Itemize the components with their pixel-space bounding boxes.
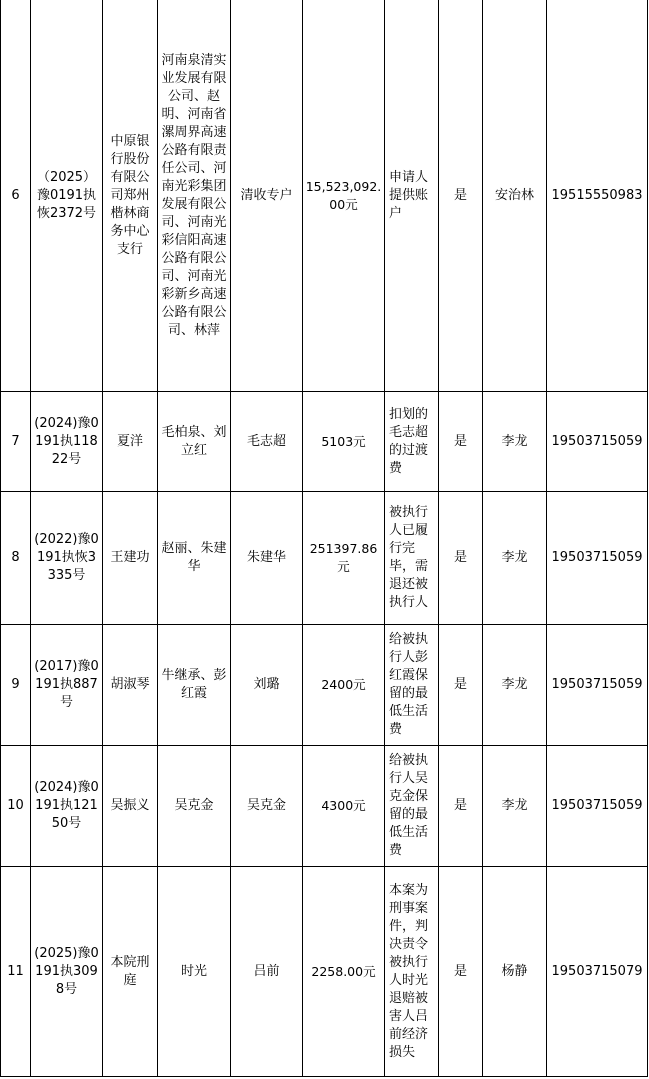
case-number: (2024)豫0191执11822号	[31, 392, 103, 492]
case-number: (2025)豫0191执3098号	[31, 867, 103, 1077]
amount: 4300元	[303, 746, 385, 867]
payee: 吕前	[231, 867, 303, 1077]
table-row	[1, 746, 648, 867]
row-index: 6	[1, 0, 31, 392]
row-index: 7	[1, 392, 31, 492]
judge: 杨静	[483, 867, 547, 1077]
row-index: 9	[1, 625, 31, 746]
flag: 是	[439, 0, 483, 392]
row-index: 10	[1, 746, 31, 867]
phone: 19503715059	[547, 392, 648, 492]
applicant: 夏洋	[103, 392, 158, 492]
payee: 吴克金	[231, 746, 303, 867]
applicant: 中原银行股份有限公司郑州楷林商务中心支行	[103, 0, 158, 392]
table-row	[1, 392, 648, 492]
amount: 5103元	[303, 392, 385, 492]
flag: 是	[439, 492, 483, 625]
amount: 2400元	[303, 625, 385, 746]
flag: 是	[439, 392, 483, 492]
note: 给被执行人吴克金保留的最低生活费	[385, 746, 439, 867]
case-number: （2025）豫0191执恢2372号	[31, 0, 103, 392]
judge: 李龙	[483, 392, 547, 492]
note: 扣划的毛志超的过渡费	[385, 392, 439, 492]
note: 给被执行人彭红霞保留的最低生活费	[385, 625, 439, 746]
payee: 清收专户	[231, 0, 303, 392]
applicant: 王建功	[103, 492, 158, 625]
table-row	[1, 492, 648, 625]
applicant: 胡淑琴	[103, 625, 158, 746]
judge: 李龙	[483, 492, 547, 625]
phone: 19503715059	[547, 625, 648, 746]
payee: 刘璐	[231, 625, 303, 746]
payee: 朱建华	[231, 492, 303, 625]
flag: 是	[439, 625, 483, 746]
respondent: 吴克金	[158, 746, 231, 867]
respondent: 河南泉清实业发展有限公司、赵明、河南省漯周界高速公路有限责任公司、河南光彩集团发展有限公司、河南光彩信阳高速公路有限公司、河南光彩新乡高速公路有限公司、林萍	[158, 0, 231, 392]
flag: 是	[439, 746, 483, 867]
row-index: 8	[1, 492, 31, 625]
table-row	[1, 867, 648, 1077]
respondent: 时光	[158, 867, 231, 1077]
note: 申请人提供账户	[385, 0, 439, 392]
case-number: (2017)豫0191执887号	[31, 625, 103, 746]
amount: 251397.86元	[303, 492, 385, 625]
case-number: (2022)豫0191执恢3335号	[31, 492, 103, 625]
payee: 毛志超	[231, 392, 303, 492]
flag: 是	[439, 867, 483, 1077]
table-row	[1, 0, 648, 392]
row-index: 11	[1, 867, 31, 1077]
phone: 19515550983	[547, 0, 648, 392]
applicant: 本院刑庭	[103, 867, 158, 1077]
phone: 19503715059	[547, 746, 648, 867]
table-row	[1, 625, 648, 746]
note: 本案为刑事案件，判决责令被执行人时光退赔被害人吕前经济损失	[385, 867, 439, 1077]
applicant: 吴振义	[103, 746, 158, 867]
judge: 安治林	[483, 0, 547, 392]
judge: 李龙	[483, 625, 547, 746]
amount: 15,523,092.00元	[303, 0, 385, 392]
phone: 19503715059	[547, 492, 648, 625]
note: 被执行人已履行完毕，需退还被执行人	[385, 492, 439, 625]
phone: 19503715079	[547, 867, 648, 1077]
amount: 2258.00元	[303, 867, 385, 1077]
respondent: 毛柏泉、刘立红	[158, 392, 231, 492]
case-number: (2024)豫0191执12150号	[31, 746, 103, 867]
respondent: 赵丽、朱建华	[158, 492, 231, 625]
judge: 李龙	[483, 746, 547, 867]
respondent: 牛继承、彭红霞	[158, 625, 231, 746]
